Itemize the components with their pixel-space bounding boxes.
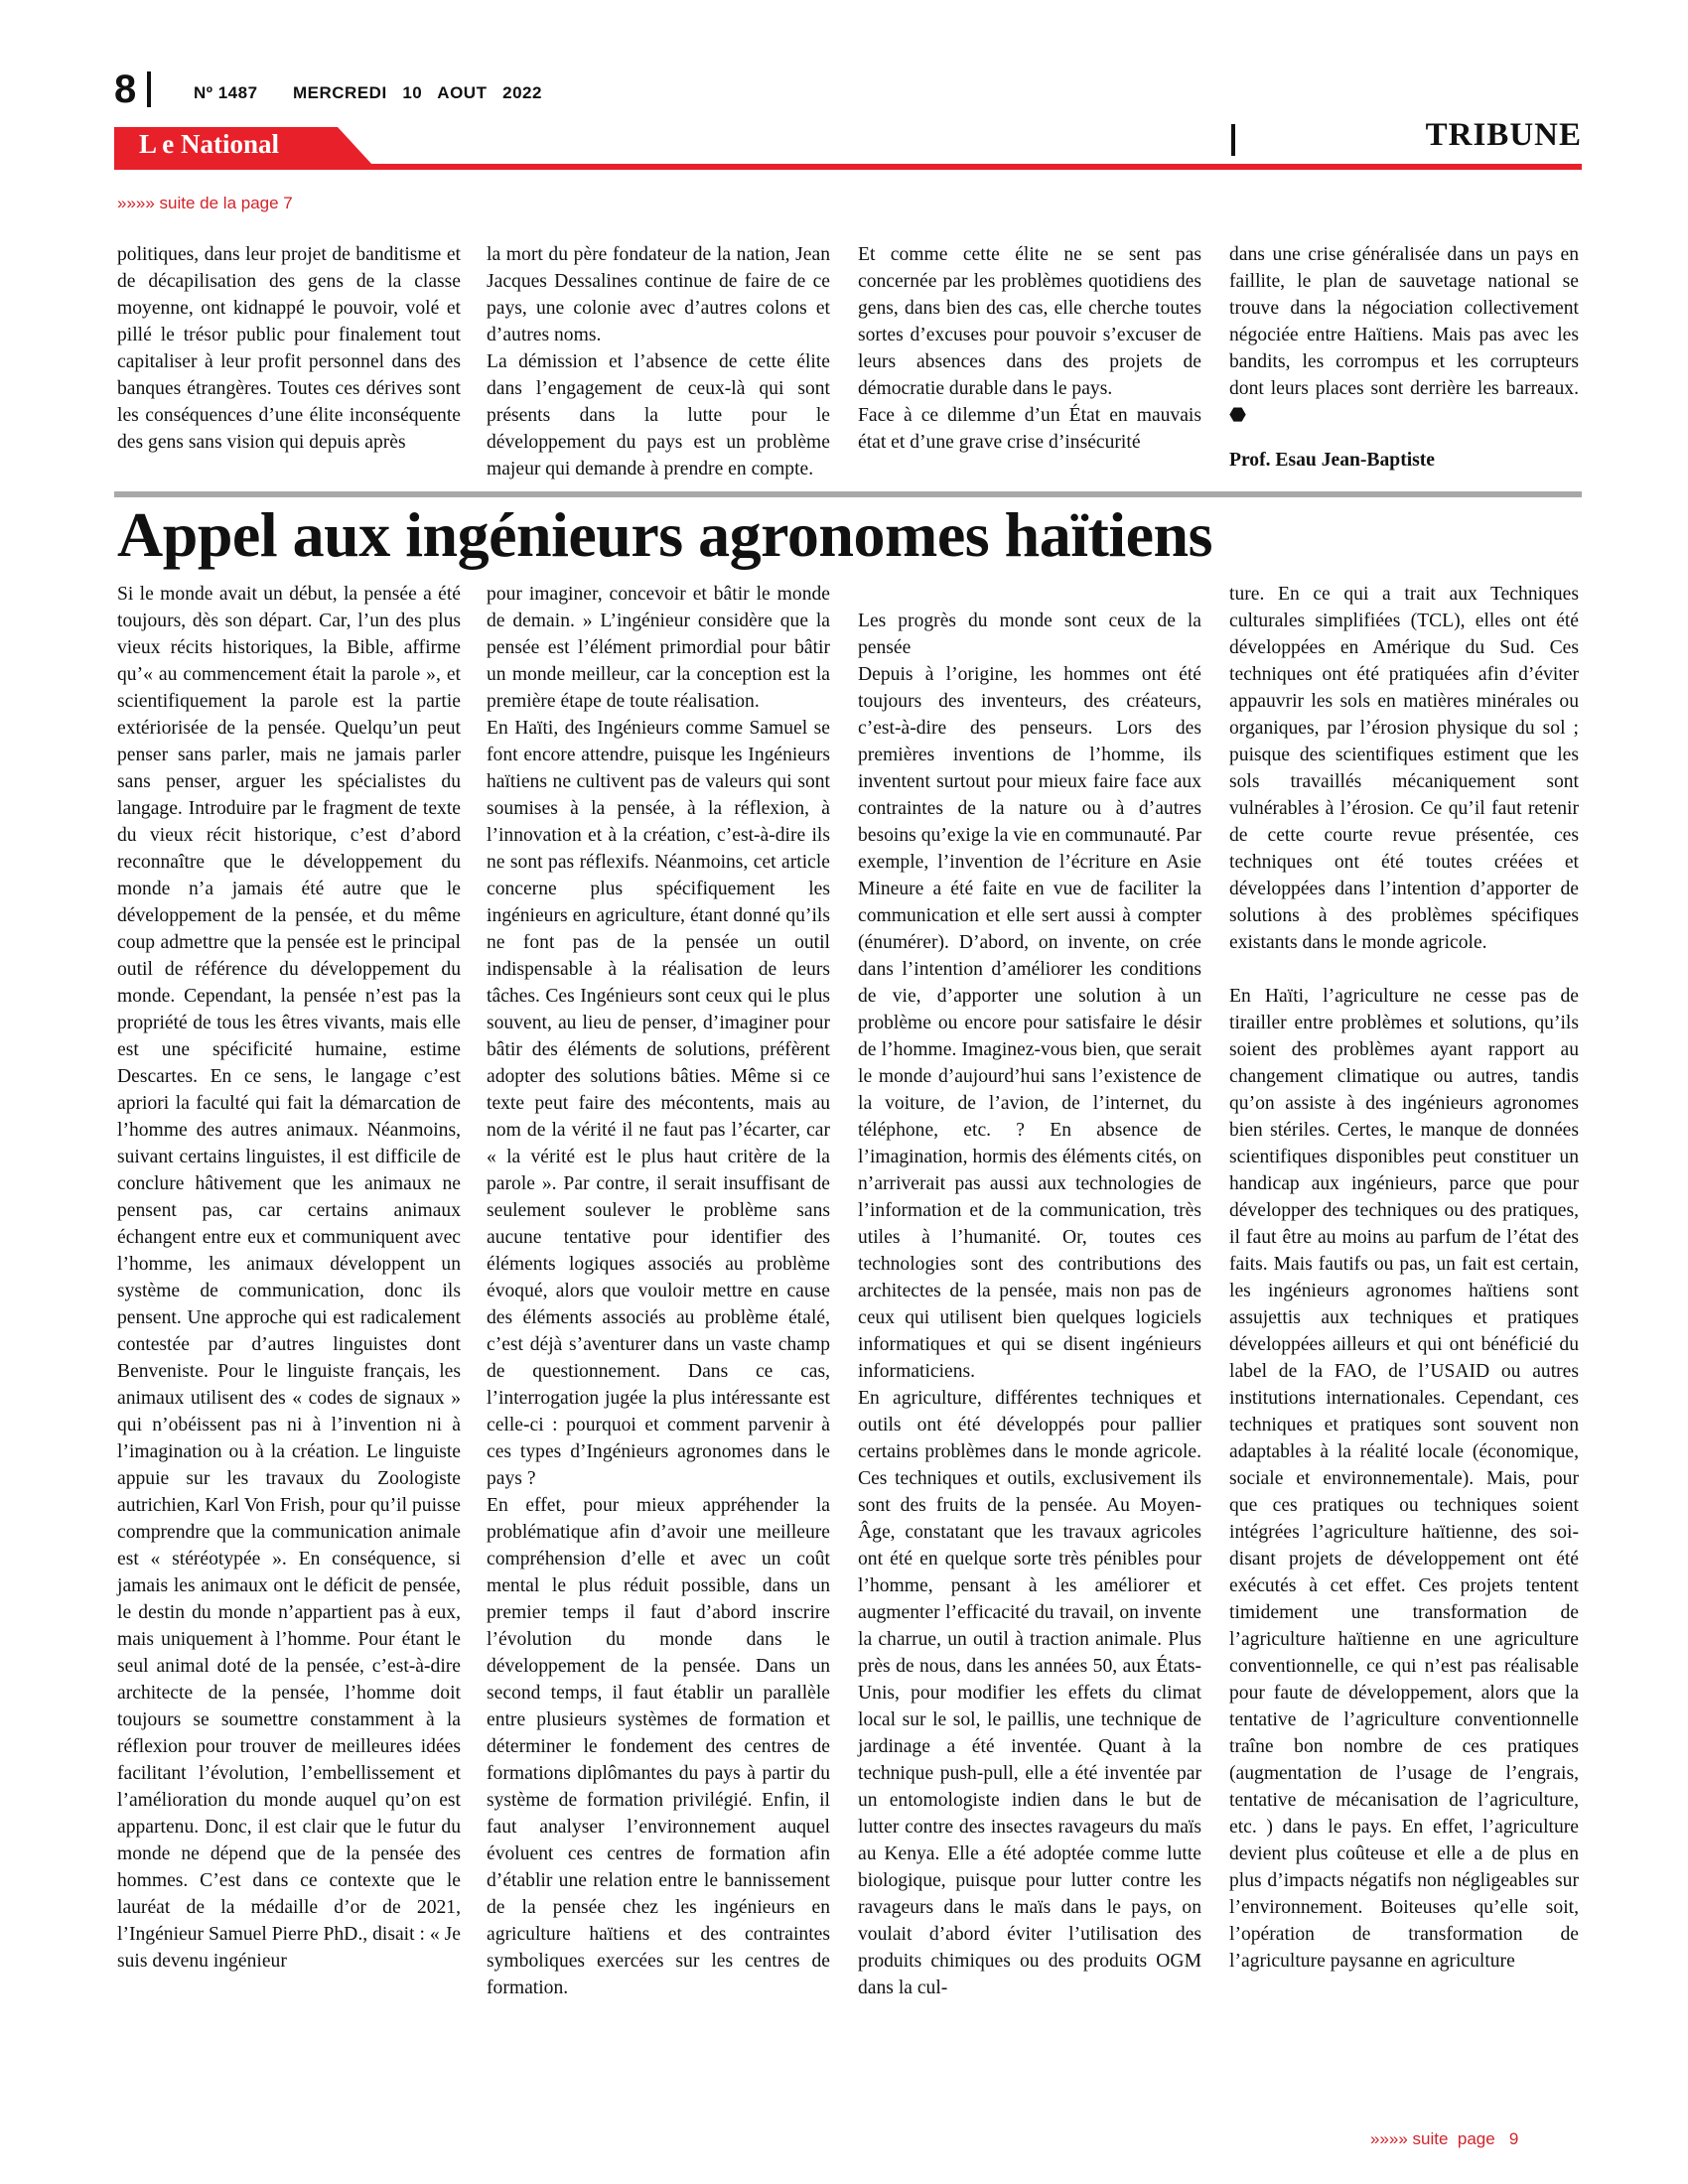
paragraph: Si le monde avait un début, la pensée a été toujours, dès son départ. Car, l’un des plus vieux récits historiques, la Bible, affirme qu’« au commencement était la parole », et scientifiquement la parole est la partie extériorisée de la pensée. Quelqu’un peut penser sans parler, mais ne jamais parler sans penser, arguer les spécialistes du langage. Introduire par le fragment de texte du vieux récit historique, c’est d’abord reconnaître que le développement du monde n’a jamais été autre que le développement de la pensée, et du même coup admettre que la pensée est le principal outil de référence du développement du monde. Cependant, la pensée n’est pas la propriété de tous les êtres vivants, mais elle est une spécificité humaine, estime Descartes. En ce sens, le langage c’est apriori la faculté qui fait la démarcation de l’homme des autres animaux. Néanmoins, suivant certains linguistes, il est difficile de conclure hâtivement que les animaux ne pensent pas, car certains animaux échangent entre eux et communiquent avec l’homme, les animaux développent un système de communication, donc ils pensent. Une approche qui est radicalement contestée par d’autres linguistes dont Benveniste. Pour le linguiste français, les animaux utilisent des « codes de signaux » qui n’obéissent pas ni à l’invention ni à l’imagination ou à la création. Le linguiste appuie sur les travaux du Zoologiste autrichien, Karl Von Frish, pour qu’il puisse comprendre que la communication animale est « stéréotypée ». En conséquence, si jamais les animaux ont le déficit de pensée, le destin du monde n’appartient pas à eux, mais uniquement à l’homme. Pour étant le seul animal doté de la pensée, c’est-à-dire architecte de la pensée, l’homme doit toujours se soumettre constamment à la réflexion pour trouver de meilleures idées facilitant l’évolution, l’embellissement et l’amélioration du monde auquel qu’on est appartenu. Donc, il est clair que le futur du monde ne dépend que de la pensée des hommes. C’est dans ce contexte que le lauréat de la médaille d’or de 2021, l’Ingénieur Samuel Pierre PhD., disait : « Je suis devenu ingénieur [117,584,461,1972]
paragraph-gap [1229,956,1579,983]
article-column-3 [858,608,1201,2001]
top-column-2 [487,241,830,482]
subheading: Les progrès du monde sont ceux de la pensée [858,611,1201,658]
paragraph: En Haïti, l’agriculture ne cesse pas de tirailler entre problèmes et solutions, qu’ils soient des problèmes ayant rapport au changement climatique ou autres, tandis qu’on assiste à des ingénieurs agronomes bien stériles. Certes, le manque de données scientifiques disponibles peut constituer un handicap aux ingénieurs, parce que pour développer des techniques ou des pratiques, il faut être au moins au parfum de l’état des faits. Mais fautifs ou pas, un fait est certain, les ingénieurs agronomes haïtiens sont assujettis aux techniques et pratiques développées ailleurs et qui ont bénéficié du label de la FAO, de l’USAID ou autres institutions internationales. Cependant, ces techniques et pratiques sont souvent non adaptables à la réalité locale (économique, sociale et environnementale). Mais, pour que ces pratiques ou techniques soient intégrées l’agriculture haïtienne, des soi-disant projets de développement ont été exécutés à cet effet. Ces projets tentent timidement une transformation de l’agriculture haïtienne en une agriculture conventionnelle, ce qui n’est pas réalisable pour faute de développement, alors que la tentative de l’agriculture conventionnelle traîne bon nombre de ces pratiques (augmentation de l’usage de l’engrais, tentative de mécanisation de l’agriculture, etc. ) dans le pays. En effet, l’agriculture devient plus coûteuse et elle a de plus en plus d’impacts négatifs non négligeables sur l’environnement. Boiteuses qu’elle soit, l’opération de transformation de l’agriculture paysanne en agriculture [1229,986,1579,1972]
page-number: 8 [114,68,137,111]
issue-date: MERCREDI 10 AOUT 2022 [293,83,542,102]
article-headline: Appel aux ingénieurs agronomes haïtiens [117,499,1212,570]
newspaper-logo: L e National [139,129,280,159]
article-column-1 [117,581,461,1975]
top-column-3 [858,241,1201,456]
paragraph: Face à ce dilemme d’un État en mauvais état et d’une grave crise d’insécurité [858,405,1201,453]
continued-to-link[interactable]: »»»» suite page 9 [1370,2129,1519,2148]
paragraph: pour imaginer, concevoir et bâtir le monde de demain. » L’ingénieur considère que la pensée est l’élément primordial pour bâtir un monde meilleur, car la conception est la première étape de toute réalisation. [487,584,830,712]
paragraph: En agriculture, différentes techniques et outils ont été développés pour pallier certains problèmes dans le monde agricole. Ces techniques et outils, exclusivement ils sont des fruits de la pensée. Au Moyen-Âge, constatant que les travaux agricoles ont été en quelque sorte très pénibles pour l’homme, pensant à les améliorer et augmenter l’efficacité du travail, on invente la charrue, un outil à traction animale. Plus près de nous, dans les années 50, aux États-Unis, pour modifier les effets du climat local sur le sol, le paillis, une technique de jardinage a été inventée. Quant à la technique push-pull, elle a été inventée par un entomologiste indien dans le but de lutter contre des insectes ravageurs du maïs au Kenya. Elle a été adoptée comme lutte biologique, puisque pour lutter contre les ravageurs dans le maïs dans le pays, on voulait d’abord éviter l’utilisation des produits chimiques ou des produits OGM dans la cul- [858,1388,1201,1998]
paragraph: dans une crise généralisée dans un pays en faillite, le plan de sauvetage national se trouve dans la négociation collectivement négociée entre Haïtiens. Mais pas avec les bandits, les corrompus et les corrupteurs dont leurs places sont derrière les barreaux. ⬣ [1229,244,1579,426]
top-column-4 [1229,241,1579,474]
article-separator [114,491,1582,497]
author-signature: Prof. Esau Jean-Baptiste [1229,450,1436,471]
paragraph: ture. En ce qui a trait aux Techniques culturales simplifiées (TCL), elles ont été développées en Amérique du Sud. Ces techniques ont été pratiquées afin d’éviter appauvrir les sols en matières minérales ou organiques, par l’érosion physique du sol ; puisque des scientifiques estiment que les sols travaillés mécaniquement sont vulnérables à l’érosion. Ce qu’il faut retenir de cette courte revue présentée, ces techniques ont été toutes créées et développées dans l’intention d’apporter de solutions à des problèmes spécifiques existants dans le monde agricole. [1229,584,1579,953]
article-column-2 [487,581,830,2001]
header-red-rule [114,164,1582,170]
paragraph: La démission et l’absence de cette élite dans l’engagement de ceux-là qui sont présents dans la lutte pour le développement du pays est un problème majeur qui demande à prendre en compte. [487,351,830,479]
top-column-1 [117,241,461,456]
issue-number: Nº 1487 [194,83,258,102]
article-column-4 [1229,581,1579,1975]
paragraph: Depuis à l’origine, les hommes ont été toujours des inventeurs, des créateurs, c’est-à-dire des penseurs. Lors des premières inventions de l’homme, ils inventent surtout pour mieux faire face aux contraintes de la nature ou à d’autres besoins qu’exige la vie en communauté. Par exemple, l’invention de l’écriture en Asie Mineure a été faite en vue de faciliter la communication et elle sert aussi à compter (énumérer). D’abord, on invente, on crée dans l’intention d’améliorer les conditions de vie, d’apporter une solution à un problème ou encore pour satisfaire le désir de l’homme. Imaginez-vous bien, que serait le monde d’aujourd’hui sans l’existence de la voiture, de l’avion, de l’internet, du téléphone, etc. ? En absence de l’imagination, hormis des éléments cités, on n’arriverait pas aussi aux technologies de l’information et de la communication, très utiles à l’humanité. Or, toutes ces technologies sont des contributions des architectes de la pensée, mais non pas de ceux qui utilisent bien quelques logiciels informatiques et qui se disent ingénieurs informaticiens. [858,664,1201,1382]
section-title: TRIBUNE [1425,117,1582,153]
paragraph: politiques, dans leur projet de banditisme et de décapilisation des gens de la classe moyenne, ont kidnappé le pouvoir, volé et pillé le trésor public pour finalement tout capitaliser à leur profit personnel dans des banques étrangères. Toutes ces dérives sont les conséquences d’une élite inconséquente des gens sans vision qui depuis après [117,244,461,453]
paragraph: En Haïti, des Ingénieurs comme Samuel se font encore attendre, puisque les Ingénieurs haïtiens ne cultivent pas de valeurs qui sont soumises à la pensée, à la réflexion, à l’innovation et à la création, c’est-à-dire ils ne sont pas réflexifs. Néanmoins, cet article concerne plus spécifiquement les ingénieurs en agriculture, étant donné qu’ils ne font pas de la pensée un outil indispensable à la réalisation de leurs tâches. Ces Ingénieurs sont ceux qui le plus souvent, au lieu de penser, d’imaginer pour bâtir des éléments de solutions, préfèrent adopter des solutions bâties. Même si ce texte peut faire des mécontents, mais au nom de la vérité il ne faut pas l’écarter, car « la vérité est le plus haut critère de la parole ». Par contre, il serait insuffisant de seulement soulever le problème sans aucune tentative pour identifier des éléments logiques associés au problème évoqué, alors que vouloir mettre en cause des éléments associés au problème étalé, c’est déjà s’aventurer dans un vaste champ de questionnement. Dans ce cas, l’interrogation jugée la plus intéressante est celle-ci : pourquoi et comment parvenir à ces types d’Ingénieurs agronomes dans le pays ? [487,718,830,1489]
paragraph: la mort du père fondateur de la nation, Jean Jacques Dessalines continue de faire de ce pays, une colonie avec d’autres colons et d’autres noms. [487,244,830,345]
section-divider [1231,124,1235,156]
continued-from-link[interactable]: »»»» suite de la page 7 [117,194,293,212]
paragraph: Et comme cette élite ne se sent pas concernée par les problèmes quotidiens des gens, dans bien des cas, elle cherche toutes sortes d’excuses pour pouvoir s’excuser de leurs absences dans des projets de démocratie durable dans le pays. [858,244,1201,399]
page-number-divider [147,71,151,107]
paragraph: En effet, pour mieux appréhender la problématique afin d’avoir une meilleure compréhension d’elle et avec un coût mental le plus réduit possible, dans un premier temps il faut d’abord inscrire l’évolution du monde dans le développement de la pensée. Dans un second temps, il faut établir un parallèle entre plusieurs systèmes de formation et déterminer le fondement des centres de formations diplômantes du pays à partir du système de formation privilégié. Enfin, il faut analyser l’environnement auquel évoluent ces centres de formation afin d’établir une relation entre le bannissement de la pensée chez les ingénieurs en agriculture haïtiens et des contraintes symboliques exercées sur les centres de formation. [487,1495,830,1998]
